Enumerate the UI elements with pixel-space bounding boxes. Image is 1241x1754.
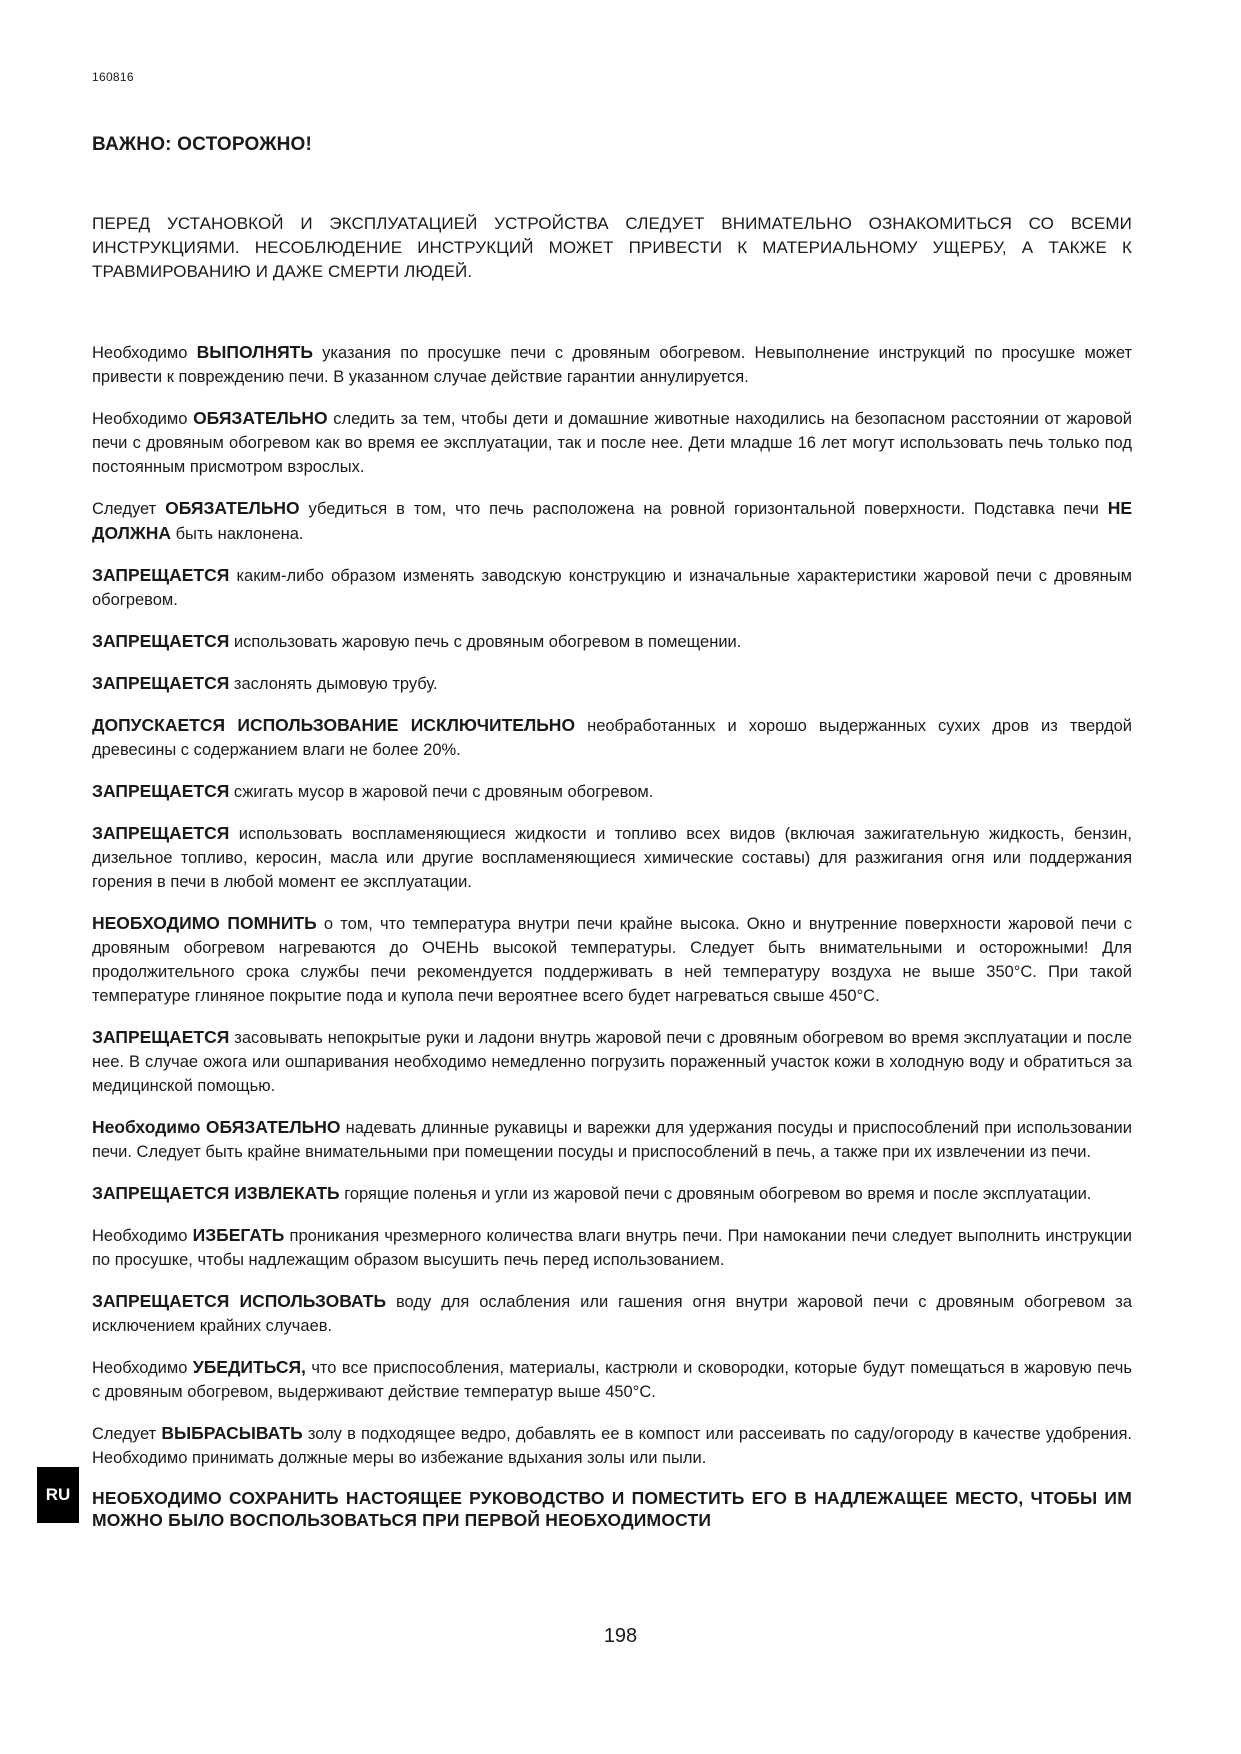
rule-text: каким-либо образом изменять заводскую конструкцию и изначальные характеристики жаровой печи с дровяным обогревом. xyxy=(92,567,1132,609)
warning-heading: ВАЖНО: ОСТОРОЖНО! xyxy=(92,134,313,155)
safety-rule xyxy=(92,713,1132,762)
rule-text: Необходимо xyxy=(92,1359,193,1377)
rule-emphasis: Необходимо ОБЯЗАТЕЛЬНО xyxy=(92,1117,341,1137)
safety-rule xyxy=(92,629,1132,654)
rule-emphasis: ОБЯЗАТЕЛЬНО xyxy=(193,408,328,428)
rule-text: Необходимо xyxy=(92,1227,193,1245)
rule-text: Следует xyxy=(92,500,166,518)
safety-rule xyxy=(92,496,1132,546)
safety-rule xyxy=(92,1223,1132,1272)
safety-rule xyxy=(92,911,1132,1008)
rule-emphasis: ЗАПРЕЩАЕТСЯ xyxy=(92,781,230,801)
safety-rule xyxy=(92,340,1132,389)
rule-text: сжигать мусор в жаровой печи с дровяным обогревом. xyxy=(229,783,654,801)
rule-text: Необходимо xyxy=(92,410,194,428)
rule-emphasis: ВЫБРАСЫВАТЬ xyxy=(161,1423,303,1443)
safety-rule xyxy=(92,671,1132,696)
rule-text: указания по просушке печи с дровяным обогревом. Невыполнение инструкций по просушке может привести к повреждению печи. В указанном случае действие гарантии аннулируется. xyxy=(92,344,1133,386)
safety-rule xyxy=(92,1355,1132,1404)
safety-rule xyxy=(92,821,1132,894)
safety-rule xyxy=(92,1289,1132,1338)
rules-list xyxy=(92,340,1132,1470)
rule-emphasis: ЗАПРЕЩАЕТСЯ xyxy=(92,631,230,651)
rule-text: горящие поленья и угли из жаровой печи с дровяным обогревом во время и после эксплуатации. xyxy=(339,1185,1092,1203)
rule-text: необработанных и хорошо выдержанных сухих дров из твердой древесины с содержанием влаги не более 20%. xyxy=(92,717,1132,759)
rule-text: надевать длинные рукавицы и варежки для удержания посуды и приспособлений при использовании печи. Следует быть крайне внимательными при помещении посуды и приспособлений в печь, а также при их извлечении из печи. xyxy=(92,1119,1132,1161)
rule-emphasis: ИЗБЕГАТЬ xyxy=(192,1225,285,1245)
rule-emphasis: ЗАПРЕЩАЕТСЯ xyxy=(92,823,230,843)
language-tab: RU xyxy=(37,1467,79,1523)
rule-emphasis: ВЫПОЛНЯТЬ xyxy=(196,342,313,362)
rule-text: засовывать непокрытые руки и ладони внутрь жаровой печи с дровяным обогревом во время эксплуатации и после нее. В случае ожога или ошпаривания необходимо немедленно погрузить пораженный участок кожи в холодную воду и обратиться за медицинской помощью. xyxy=(92,1029,1132,1095)
rule-text: использовать жаровую печь с дровяным обогревом в помещении. xyxy=(229,633,742,651)
safety-rule xyxy=(92,1181,1132,1206)
rule-text: убедиться в том, что печь расположена на ровной горизонтальной поверхности. Подставка печи xyxy=(299,500,1108,518)
rule-emphasis: ЗАПРЕЩАЕТСЯ ИЗВЛЕКАТЬ xyxy=(92,1183,340,1203)
rule-text: что все приспособления, материалы, кастрюли и сковородки, которые будут помещаться в жаровую печь с дровяным обогревом, выдерживают действие температур выше 450°C. xyxy=(92,1359,1133,1401)
rule-text: Необходимо xyxy=(92,344,197,362)
rule-text: воду для ослабления или гашения огня внутри жаровой печи с дровяным обогревом за исключением крайних случаев. xyxy=(92,1293,1133,1335)
safety-rule xyxy=(92,563,1132,612)
safety-rule xyxy=(92,779,1132,804)
rule-emphasis: УБЕДИТЬСЯ, xyxy=(192,1357,306,1377)
rule-emphasis: ОБЯЗАТЕЛЬНО xyxy=(165,498,300,518)
rule-emphasis: НЕ ДОЛЖНА xyxy=(92,498,1132,543)
rule-text: быть наклонена. xyxy=(171,525,304,543)
rule-text: о том, что температура внутри печи крайне высока. Окно и внутренние поверхности жаровой печи с дровяным обогревом нагреваются до ОЧЕНЬ высокой температуры. Следует быть внимательными и осторожными! Для продолжительного срока службы печи рекомендуется поддерживать в ней температуру воздуха не выше 350°C. При такой температуре глиняное покрытие пода и купола печи вероятнее всего будет нагреваться свыше 450°C. xyxy=(92,915,1132,1005)
document-code: 160816 xyxy=(92,70,134,84)
rule-emphasis: ДОПУСКАЕТСЯ ИСПОЛЬЗОВАНИЕ ИСКЛЮЧИТЕЛЬНО xyxy=(92,715,576,735)
rule-text: заслонять дымовую трубу. xyxy=(229,675,438,693)
safety-rule xyxy=(92,1025,1132,1098)
rule-emphasis: ЗАПРЕЩАЕТСЯ xyxy=(92,565,230,585)
rule-emphasis: ЗАПРЕЩАЕТСЯ xyxy=(92,673,230,693)
safety-rules xyxy=(92,340,1132,1531)
safety-rule xyxy=(92,406,1132,479)
intro-paragraph: ПЕРЕД УСТАНОВКОЙ И ЭКСПЛУАТАЦИЕЙ УСТРОЙСТВА СЛЕДУЕТ ВНИМАТЕЛЬНО ОЗНАКОМИТЬСЯ СО ВСЕМИ ИНСТРУКЦИЯМИ. НЕСОБЛЮДЕНИЕ ИНСТРУКЦИЙ МОЖЕТ ПРИВЕСТИ К МАТЕРИАЛЬНОМУ УЩЕРБУ, А ТАКЖЕ К ТРАВМИРОВАНИЮ И ДАЖЕ СМЕРТИ ЛЮДЕЙ. xyxy=(92,214,1132,281)
safety-rule xyxy=(92,1421,1132,1470)
rule-emphasis: ЗАПРЕЩАЕТСЯ xyxy=(92,1027,230,1047)
rule-text: проникания чрезмерного количества влаги внутрь печи. При намокании печи следует выполнить инструкции по просушке, чтобы надлежащим образом высушить печь перед использованием. xyxy=(92,1227,1133,1269)
rule-text: следить за тем, чтобы дети и домашние животные находились на безопасном расстоянии от жаровой печи с дровяным обогревом как во время ее эксплуатации, так и после нее. Дети младше 16 лет могут использовать печь только под постоянным присмотром взрослых. xyxy=(92,410,1133,476)
safety-rule xyxy=(92,1115,1132,1164)
closing-statement: НЕОБХОДИМО СОХРАНИТЬ НАСТОЯЩЕЕ РУКОВОДСТВО И ПОМЕСТИТЬ ЕГО В НАДЛЕЖАЩЕЕ МЕСТО, ЧТОБЫ ИМ МОЖНО БЫЛО ВОСПОЛЬЗОВАТЬСЯ ПРИ ПЕРВОЙ НЕОБХОДИМОСТИ xyxy=(92,1488,1132,1530)
page-number: 198 xyxy=(603,1625,638,1647)
rule-emphasis: ЗАПРЕЩАЕТСЯ ИСПОЛЬЗОВАТЬ xyxy=(92,1291,387,1311)
rule-text: золу в подходящее ведро, добавлять ее в компост или рассеивать по саду/огороду в качестве удобрения. Необходимо принимать должные меры во избежание вдыхания золы или пыли. xyxy=(92,1425,1132,1467)
rule-text: использовать воспламеняющиеся жидкости и топливо всех видов (включая зажигательную жидкость, бензин, дизельное топливо, керосин, масла или другие воспламеняющиеся химические составы) для разжигания огня или поддержания горения в печи в любой момент ее эксплуатации. xyxy=(92,825,1132,891)
rule-text: Следует xyxy=(92,1425,162,1443)
rule-emphasis: НЕОБХОДИМО ПОМНИТЬ xyxy=(92,913,317,933)
